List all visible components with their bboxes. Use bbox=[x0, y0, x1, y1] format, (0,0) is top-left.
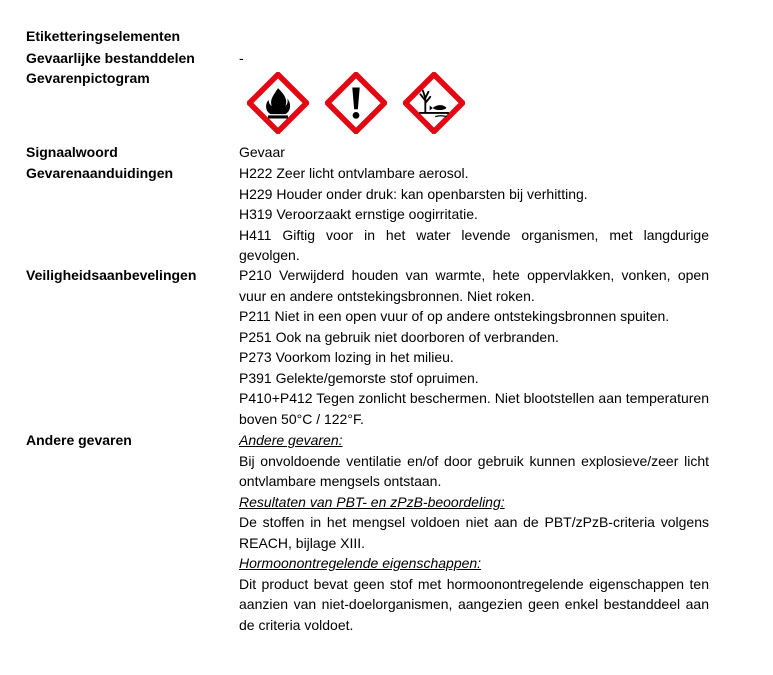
pictogram-row bbox=[247, 72, 465, 134]
hazard-statements-label: Gevarenaanduidingen bbox=[26, 165, 174, 181]
pbt-assessment-heading: Resultaten van PBT- en zPzB-beoordeling: bbox=[239, 493, 505, 510]
precautionary-statement: P391 Gelekte/gemorste stof opruimen. bbox=[239, 369, 479, 386]
precautionary-statement: P210 Verwijderd houden van warmte, hete oppervlakken, vonken, open vuur en andere ontstekingsbronnen. Niet roken. bbox=[239, 267, 709, 304]
pbt-assessment-text: De stoffen in het mengsel voldoen niet aan de PBT/zPzB-criteria volgens REACH, bijlage XIII. bbox=[239, 514, 709, 551]
section-title: Etiketteringselementen bbox=[26, 28, 181, 44]
other-hazards-text: Bij onvoldoende ventilatie en/of door gebruik kunnen explosieve/zeer licht ontvlambare mengsels ontstaan. bbox=[239, 452, 709, 489]
hazard-statement: H411 Giftig voor in het water levende organismen, met langdurige gevolgen. bbox=[239, 226, 709, 263]
hazardous-components-value: - bbox=[239, 50, 244, 66]
signal-word-label: Signaalwoord bbox=[26, 144, 118, 160]
hazardous-components-label: Gevaarlijke bestanddelen bbox=[26, 50, 195, 66]
precautionary-statements-list bbox=[239, 265, 709, 429]
precautionary-statement: P273 Voorkom lozing in het milieu. bbox=[239, 349, 454, 365]
endocrine-properties-text: Dit product bevat geen stof met hormoonontregelende eigenschappen ten aanzien van niet-doelorganismen, aangezien geen enkel bestanddeel aan de criteria voldoet. bbox=[239, 575, 709, 633]
hazard-statements-list bbox=[239, 163, 709, 266]
environment-pictogram-icon bbox=[403, 72, 465, 134]
endocrine-properties-heading: Hormoonontregelende eigenschappen: bbox=[239, 555, 482, 571]
pictogram-label: Gevarenpictogram bbox=[26, 70, 150, 86]
other-hazards-label: Andere gevaren bbox=[26, 432, 132, 448]
precautionary-statement: P410+P412 Tegen zonlicht beschermen. Niet blootstellen aan temperaturen boven 50°C / 122°F. bbox=[239, 390, 709, 427]
hazard-statement: H319 Veroorzaakt ernstige oogirritatie. bbox=[239, 206, 478, 222]
other-hazards-heading: Andere gevaren: bbox=[239, 432, 343, 448]
hazard-statement: H222 Zeer licht ontvlambare aerosol. bbox=[239, 165, 469, 181]
precautionary-statements-label: Veiligheidsaanbevelingen bbox=[26, 267, 197, 283]
precautionary-statement: P211 Niet in een open vuur of op andere ontstekingsbronnen spuiten. bbox=[239, 308, 670, 324]
precautionary-statement: P251 Ook na gebruik niet doorboren of verbranden. bbox=[239, 328, 559, 345]
other-hazards-content bbox=[239, 430, 709, 635]
flame-pictogram-icon bbox=[247, 72, 309, 134]
hazard-statement: H229 Houder onder druk: kan openbarsten bij verhitting. bbox=[239, 185, 588, 202]
exclamation-pictogram-icon bbox=[325, 72, 387, 134]
signal-word-value: Gevaar bbox=[239, 144, 285, 160]
